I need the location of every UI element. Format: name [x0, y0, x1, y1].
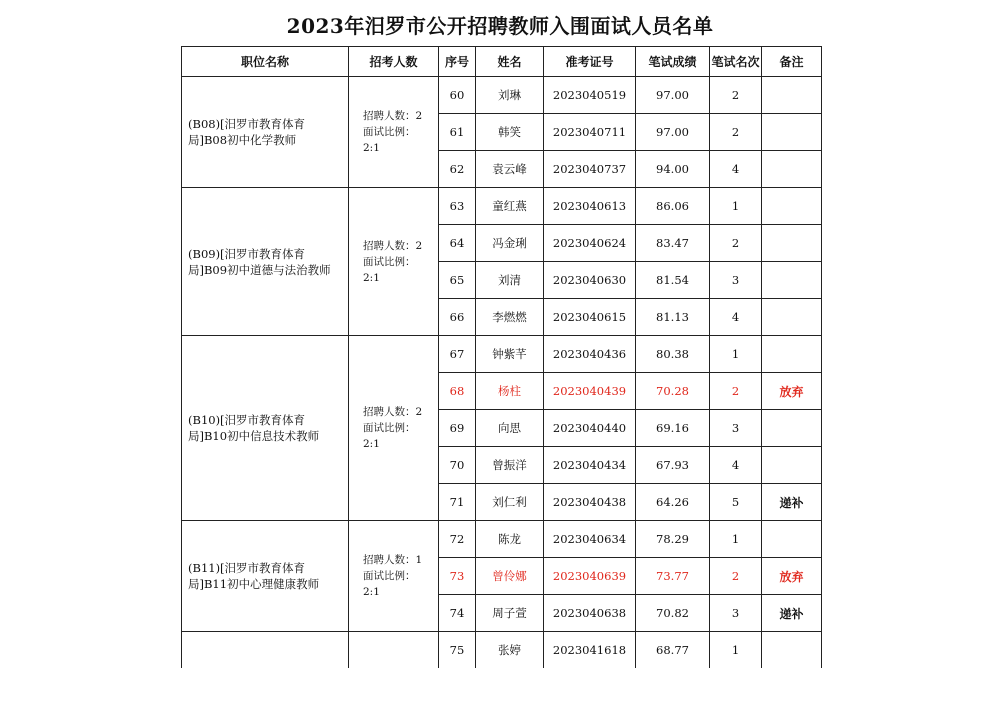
- exam-id-cell: 2023040615: [544, 299, 636, 336]
- note-cell: [762, 188, 822, 225]
- interview-ratio: 面试比例：2:1: [363, 570, 416, 598]
- candidate-name-cell: 童红燕: [476, 188, 544, 225]
- written-score-cell: 86.06: [636, 188, 710, 225]
- candidate-name-cell: 周子萱: [476, 595, 544, 632]
- candidate-name-cell: 李燃燃: [476, 299, 544, 336]
- exam-id-cell: 2023040439: [544, 373, 636, 410]
- written-score-cell: 67.93: [636, 447, 710, 484]
- note-cell: [762, 410, 822, 447]
- table-row: [182, 77, 822, 114]
- quota-cell: [349, 188, 439, 336]
- written-rank-cell: 4: [710, 447, 762, 484]
- exam-id-cell: 2023040613: [544, 188, 636, 225]
- candidate-name-cell: 钟紫芊: [476, 336, 544, 373]
- table-header-row: [182, 47, 822, 77]
- written-score-cell: 80.38: [636, 336, 710, 373]
- table-row: [182, 632, 822, 669]
- serial-number-cell: 70: [439, 447, 476, 484]
- header-no: 序号: [439, 47, 476, 77]
- serial-number-cell: 73: [439, 558, 476, 595]
- table-row: [182, 336, 822, 373]
- interview-ratio: 面试比例：2:1: [363, 255, 416, 284]
- note-cell: [762, 521, 822, 558]
- candidate-name-cell: 曾伶娜: [476, 558, 544, 595]
- written-score-cell: 97.00: [636, 77, 710, 114]
- note-cell: [762, 225, 822, 262]
- serial-number-cell: 60: [439, 77, 476, 114]
- serial-number-cell: 75: [439, 632, 476, 669]
- serial-number-cell: 68: [439, 373, 476, 410]
- page-title: 2023年汨罗市公开招聘教师入围面试人员名单: [286, 14, 714, 38]
- header-exam-id: 准考证号: [544, 47, 636, 77]
- header-note: 备注: [762, 47, 822, 77]
- position-name-cell: (B11)[汨罗市教育体育局]B11初中心理健康教师: [182, 521, 349, 632]
- written-score-cell: 73.77: [636, 558, 710, 595]
- written-rank-cell: 1: [710, 188, 762, 225]
- note-cell: [762, 336, 822, 373]
- interview-ratio: 面试比例：2:1: [363, 126, 416, 154]
- table-row: [182, 521, 822, 558]
- candidate-table: [181, 46, 822, 668]
- header-score: 笔试成绩: [636, 47, 710, 77]
- serial-number-cell: 61: [439, 114, 476, 151]
- exam-id-cell: 2023040634: [544, 521, 636, 558]
- exam-id-cell: 2023040737: [544, 151, 636, 188]
- candidate-name-cell: 刘仁利: [476, 484, 544, 521]
- serial-number-cell: 74: [439, 595, 476, 632]
- note-cell: [762, 262, 822, 299]
- serial-number-cell: 64: [439, 225, 476, 262]
- position-name-cell: (B10)[汨罗市教育体育局]B10初中信息技术教师: [182, 336, 349, 521]
- note-cell: 递补: [762, 595, 822, 632]
- exam-id-cell: 2023040519: [544, 77, 636, 114]
- written-rank-cell: 1: [710, 632, 762, 669]
- note-cell: [762, 632, 822, 669]
- written-rank-cell: 3: [710, 262, 762, 299]
- exam-id-cell: 2023040639: [544, 558, 636, 595]
- position-name-cell: (B09)[汨罗市教育体育局]B09初中道德与法治教师: [182, 188, 349, 336]
- exam-id-cell: 2023040440: [544, 410, 636, 447]
- quota-count: 招聘人数：2: [363, 239, 423, 252]
- candidate-name-cell: 向思: [476, 410, 544, 447]
- note-cell: 放弃: [762, 373, 822, 410]
- candidate-name-cell: 冯金琍: [476, 225, 544, 262]
- written-rank-cell: 2: [710, 114, 762, 151]
- serial-number-cell: 69: [439, 410, 476, 447]
- serial-number-cell: 65: [439, 262, 476, 299]
- note-cell: [762, 77, 822, 114]
- written-rank-cell: 1: [710, 336, 762, 373]
- interview-ratio: 面试比例：2:1: [363, 422, 416, 450]
- note-cell: [762, 114, 822, 151]
- position-name-cell: (B08)[汨罗市教育体育局]B08初中化学教师: [182, 77, 349, 188]
- header-name: 姓名: [476, 47, 544, 77]
- quota-cell: [349, 521, 439, 632]
- written-rank-cell: 3: [710, 410, 762, 447]
- note-cell: [762, 299, 822, 336]
- candidate-name-cell: 刘琳: [476, 77, 544, 114]
- serial-number-cell: 62: [439, 151, 476, 188]
- quota-count: 招聘人数：1: [363, 554, 423, 566]
- note-cell: [762, 151, 822, 188]
- written-score-cell: 94.00: [636, 151, 710, 188]
- written-rank-cell: 3: [710, 595, 762, 632]
- quota-cell: [349, 77, 439, 188]
- exam-id-cell: 2023040438: [544, 484, 636, 521]
- written-score-cell: 78.29: [636, 521, 710, 558]
- table-row: [182, 188, 822, 225]
- written-score-cell: 83.47: [636, 225, 710, 262]
- note-cell: 递补: [762, 484, 822, 521]
- candidate-name-cell: 张婷: [476, 632, 544, 669]
- exam-id-cell: 2023041618: [544, 632, 636, 669]
- written-rank-cell: 2: [710, 373, 762, 410]
- exam-id-cell: 2023040711: [544, 114, 636, 151]
- written-score-cell: 69.16: [636, 410, 710, 447]
- quota-cell: [349, 336, 439, 521]
- written-score-cell: 81.54: [636, 262, 710, 299]
- written-score-cell: 81.13: [636, 299, 710, 336]
- written-score-cell: 70.28: [636, 373, 710, 410]
- serial-number-cell: 63: [439, 188, 476, 225]
- quota-count: 招聘人数：2: [363, 110, 423, 122]
- header-position: 职位名称: [182, 47, 349, 77]
- serial-number-cell: 66: [439, 299, 476, 336]
- candidate-name-cell: 韩笑: [476, 114, 544, 151]
- written-rank-cell: 4: [710, 299, 762, 336]
- written-rank-cell: 2: [710, 77, 762, 114]
- candidate-name-cell: 袁云峰: [476, 151, 544, 188]
- exam-id-cell: 2023040436: [544, 336, 636, 373]
- written-rank-cell: 4: [710, 151, 762, 188]
- serial-number-cell: 72: [439, 521, 476, 558]
- candidate-name-cell: 杨柱: [476, 373, 544, 410]
- exam-id-cell: 2023040638: [544, 595, 636, 632]
- quota-count: 招聘人数：2: [363, 406, 423, 418]
- candidate-name-cell: 陈龙: [476, 521, 544, 558]
- candidate-name-cell: 曾振洋: [476, 447, 544, 484]
- written-score-cell: 97.00: [636, 114, 710, 151]
- written-rank-cell: 2: [710, 558, 762, 595]
- note-cell: 放弃: [762, 558, 822, 595]
- written-rank-cell: 5: [710, 484, 762, 521]
- note-cell: [762, 447, 822, 484]
- written-score-cell: 64.26: [636, 484, 710, 521]
- written-rank-cell: 1: [710, 521, 762, 558]
- serial-number-cell: 71: [439, 484, 476, 521]
- serial-number-cell: 67: [439, 336, 476, 373]
- header-rank: 笔试名次: [710, 47, 762, 77]
- quota-cell: [349, 632, 439, 669]
- table-body: [182, 77, 822, 669]
- candidate-name-cell: 刘清: [476, 262, 544, 299]
- position-name-cell: [182, 632, 349, 669]
- written-score-cell: 70.82: [636, 595, 710, 632]
- written-score-cell: 68.77: [636, 632, 710, 669]
- exam-id-cell: 2023040630: [544, 262, 636, 299]
- exam-id-cell: 2023040624: [544, 225, 636, 262]
- header-quota: 招考人数: [349, 47, 439, 77]
- exam-id-cell: 2023040434: [544, 447, 636, 484]
- written-rank-cell: 2: [710, 225, 762, 262]
